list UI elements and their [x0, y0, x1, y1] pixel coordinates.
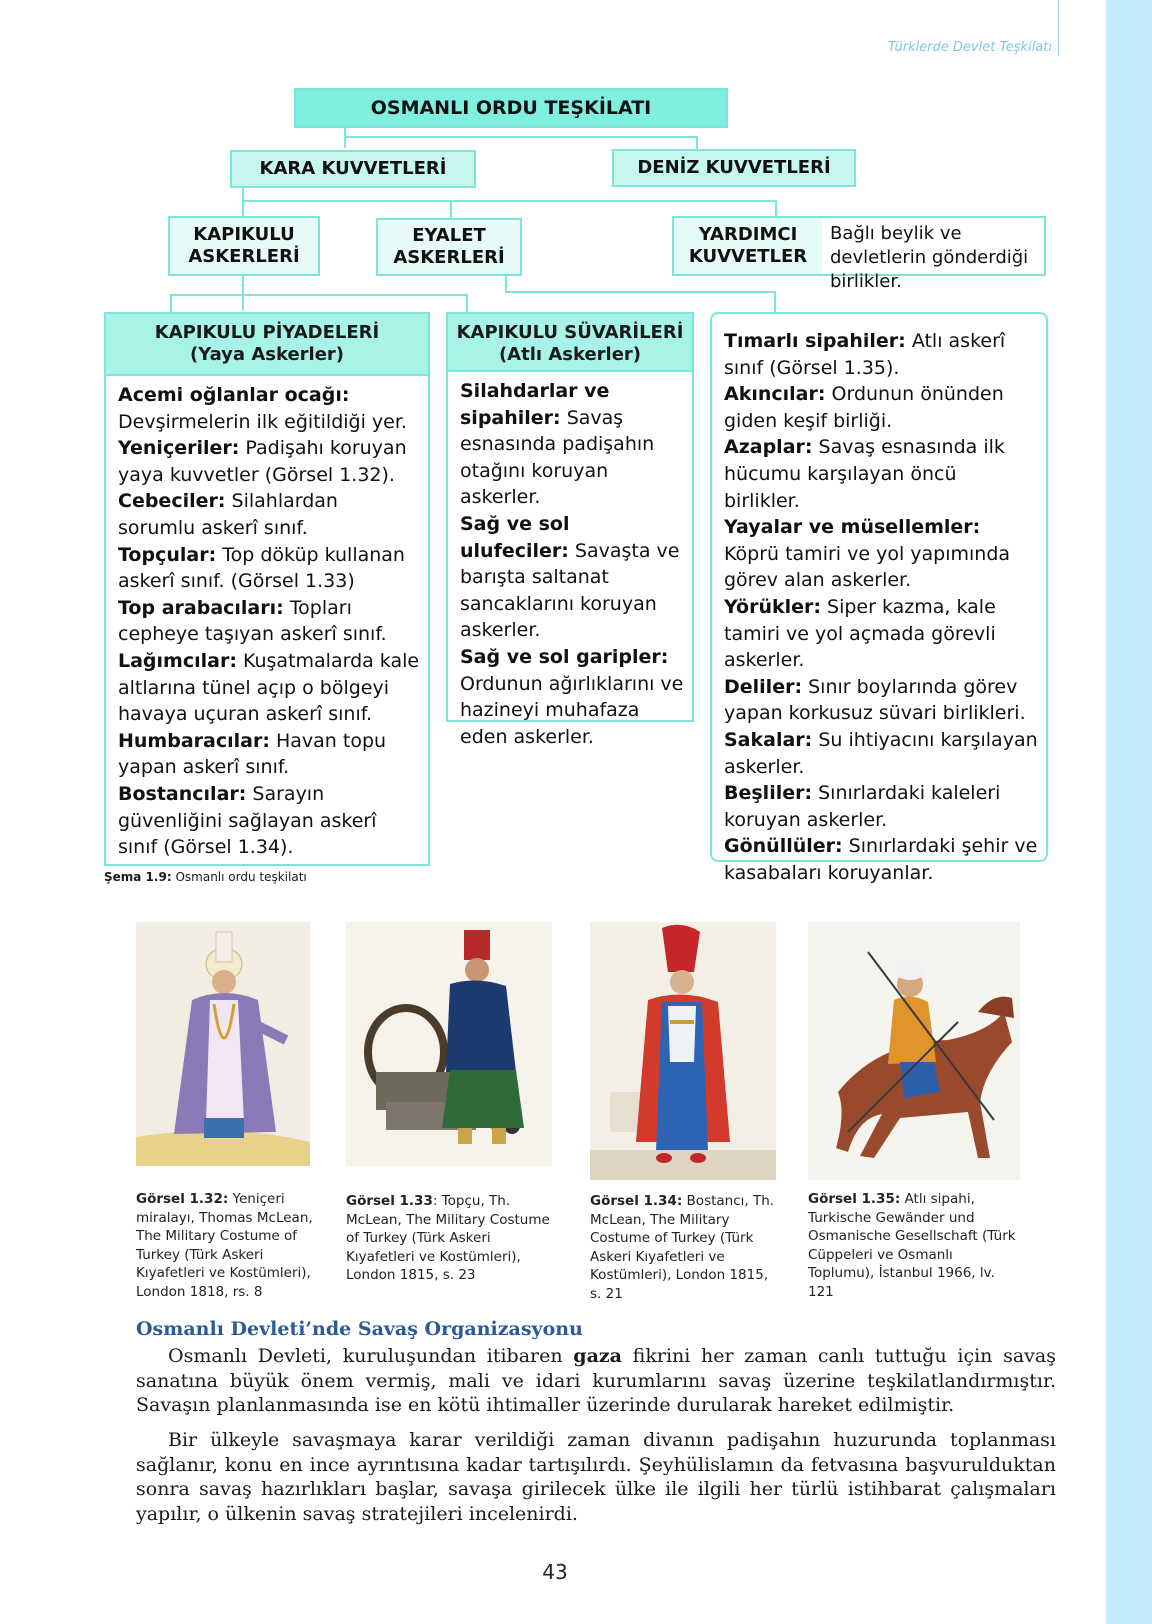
connector [505, 276, 507, 292]
figure-bostanci-illustration [590, 922, 776, 1180]
figure-caption-1-35: Görsel 1.35: Atlı sipahi, Turkische Gewänder und Osmanische Gesellschaft (Türk Cüppeleri ve Osmanlı Toplumu), İstanbul 1966, lv. 121 [808, 1191, 1016, 1300]
connector [242, 276, 244, 310]
figure-caption-1-34: Görsel 1.34: Bostancı, Th. McLean, The Military Costume of Turkey (Türk Askeri Kıyafetleri ve Kostümleri), London 1815, s. 21 [590, 1193, 775, 1302]
list-item: Deliler: Sınır boylarında görev yapan korkusuz süvari birlikleri. [724, 675, 1026, 725]
list-item: Acemi oğlanlar ocağı: Devşirmelerin ilk eğitildiği yer. [118, 384, 407, 433]
page-number: 43 [542, 1560, 568, 1584]
connector [170, 294, 468, 296]
connector [466, 294, 468, 312]
list-item: Silahdarlar ve sipahiler: Savaş esnasında padişahın otağını koruyan askerler. [460, 380, 655, 509]
running-head: Türklerde Devlet Teşkilatı [887, 40, 1052, 55]
eyalet-panel [710, 312, 1048, 884]
connector [505, 291, 776, 293]
list-item: Top arabacıları: Topları cepheye taşıyan askerî sınıf. [118, 596, 387, 646]
connector [242, 200, 777, 202]
connector [774, 291, 776, 312]
connector [344, 136, 698, 138]
list-item: Humbaracılar: Havan topu yapan askerî sınıf. [118, 729, 387, 779]
list-item: Sağ ve sol ulufeciler: Savaşta ve barışta saltanat sancaklarını koruyan askerler. [460, 512, 680, 642]
paragraph-2: Bir ülkeyle savaşmaya karar verildiği zaman divanın padişahın huzurunda toplanması sağlanır, konu en ince ayrıntısına kadar tartışılırdı. Şeyhülislamın da fetvasına başvurulduktan sonra savaş hazırlıkları başlar, savaşa girilecek ülke ile ilgili her türlü istihbarat çalışmaları yapılır, o ülkenin savaş stratejileri incelenirdi. [136, 1429, 1056, 1525]
eyalet-box: EYALET ASKERLERİ [376, 218, 522, 276]
list-item: Azaplar: Savaş esnasında ilk hücumu karşılayan öncü birlikler. [724, 436, 1005, 512]
list-item: Cebeciler: Silahlardan sorumlu askerî sınıf. [118, 490, 338, 539]
figure-caption-1-33: Görsel 1.33: Topçu, Th. McLean, The Military Costume of Turkey (Türk Askeri Kıyafetleri ve Kostümleri), London 1815, s. 23 [346, 1193, 550, 1283]
list-item: Yayalar ve müsellemler: Köprü tamiri ve yol yapımında görev alan askerler. [724, 516, 1011, 592]
list-item: Lağımcılar: Kuşatmalarda kale altlarına tünel açıp o bölgeyi havaya uçuran askerî sınıf. [118, 649, 420, 726]
figure-artillery-illustration [346, 922, 552, 1166]
list-item: Sakalar: Su ihtiyacını karşılayan askerler. [724, 728, 1038, 778]
connector [696, 136, 698, 150]
suvari-subtitle: (Atlı Askerler) [498, 344, 642, 365]
suvari-panel-header [448, 314, 692, 372]
sema-caption: Şema 1.9: Osmanlı ordu teşkilatı [104, 870, 307, 884]
list-item: Beşliler: Sınırlardaki kaleleri koruyan askerler. [724, 782, 1001, 831]
suvari-list [460, 378, 684, 750]
piyade-panel [104, 312, 430, 866]
list-item: Akıncılar: Ordunun önünden giden keşif birliği. [724, 383, 1004, 432]
connector [775, 200, 777, 216]
connector [450, 200, 452, 218]
piyade-title: KAPIKULU PİYADELERİ [154, 322, 380, 343]
list-item: Bostancılar: Sarayın güvenliğini sağlayan askerî sınıf (Görsel 1.34). [118, 782, 377, 859]
section-title: Osmanlı Devleti’nde Savaş Organizasyonu [136, 1318, 583, 1340]
suvari-panel [446, 312, 694, 748]
piyade-subtitle: (Yaya Askerler) [189, 344, 345, 365]
piyade-panel-header [106, 314, 428, 376]
figure-janissary-illustration [136, 922, 310, 1166]
kapikulu-box: KAPIKULU ASKERLERİ [168, 216, 320, 276]
land-forces-box: KARA KUVVETLERİ [230, 150, 476, 188]
paragraph-1: Osmanlı Devleti, kuruluşundan itibaren gaza fikrini her zaman canlı tuttuğu için savaş sanatına büyük önem vermiş, mali ve idari kurumlarını savaş üzerine teşkilatlandırmıştır. Savaşın planlanmasında ise en kötü ihtimaller üzerinde durularak hareket edilmiştir. [136, 1345, 1056, 1417]
figure-sipahi-illustration [808, 922, 1020, 1180]
list-item: Sağ ve sol garipler: Ordunun ağırlıklarını ve hazineyi muhafaza eden askerler. [460, 645, 684, 748]
suvari-title: KAPIKULU SÜVARİLERİ [456, 322, 684, 343]
piyade-list [118, 382, 420, 861]
naval-forces-box: DENİZ KUVVETLERİ [612, 149, 856, 187]
list-item: Yörükler: Siper kazma, kale tamiri ve yol açmada görevli askerler. [724, 595, 996, 672]
yardimci-box: YARDIMCI KUVVETLER [672, 216, 824, 276]
chart-title: OSMANLI ORDU TEŞKİLATI [294, 88, 728, 128]
figure-caption-1-32: Görsel 1.32: Yeniçeri miralayı, Thomas McLean, The Military Costume of Turkey (Türk Askeri Kıyafetleri ve Kostümleri), London 1818, rs. 8 [136, 1191, 313, 1300]
side-band [1106, 0, 1152, 1624]
list-item: Gönüllüler: Sınırlardaki şehir ve kasabaları koruyanlar. [724, 835, 1038, 884]
connector [170, 294, 172, 312]
eyalet-list [724, 328, 1038, 886]
header-rule [1058, 0, 1059, 56]
list-item: Topçular: Top döküp kullanan askerî sınıf. (Görsel 1.33) [118, 543, 405, 593]
connector [242, 188, 244, 216]
list-item: Tımarlı sipahiler: Atlı askerî sınıf (Görsel 1.35). [724, 330, 1006, 379]
list-item: Yeniçeriler: Padişahı koruyan yaya kuvvetler (Görsel 1.32). [118, 437, 407, 486]
yardimci-note: Bağlı beylik ve devletlerin gönderdiği birlikler. [822, 216, 1046, 276]
